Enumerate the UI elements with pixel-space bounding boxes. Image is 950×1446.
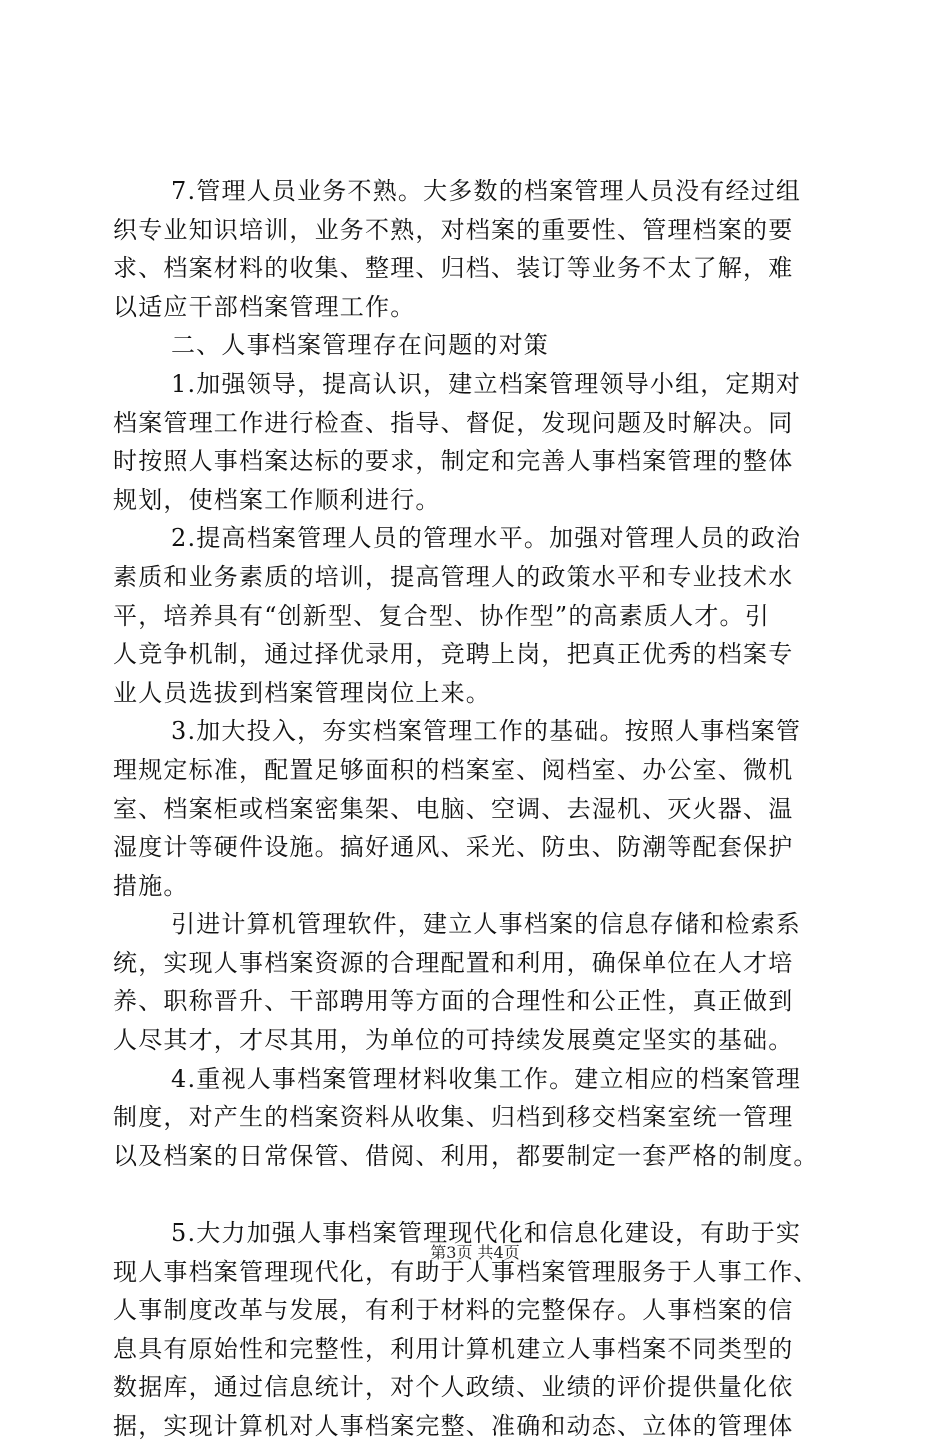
text-line: 业人员选拔到档案管理岗位上来。 xyxy=(113,678,491,707)
text-line: 平，培养具有“创新型、复合型、协作型”的高素质人才。引 xyxy=(113,601,770,630)
text-line: 据，实现计算机对人事档案完整、准确和动态、立体的管理体 xyxy=(113,1412,794,1440)
text-line: 素质和业务素质的培训，提高管理人的政策水平和专业技术水 xyxy=(113,562,794,591)
text-line: 3.加大投入，夯实档案管理工作的基础。按照人事档案管 xyxy=(171,717,802,746)
text-line: 二、人事档案管理存在问题的对策 xyxy=(171,331,549,360)
text-line: 人尽其才，才尽其用，为单位的可持续发展奠定坚实的基础。 xyxy=(113,1026,794,1055)
text-line: 7.管理人员业务不熟。大多数的档案管理人员没有经过组 xyxy=(171,177,802,205)
text-line: 以及档案的日常保管、借阅、利用，都要制定一套严格的制度。 xyxy=(113,1141,819,1170)
text-line: 数据库，通过信息统计，对个人政绩、业绩的评价提供量化依 xyxy=(113,1373,794,1402)
text-line: 以适应干部档案管理工作。 xyxy=(113,292,416,321)
text-line: 4.重视人事档案管理材料收集工作。建立相应的档案管理 xyxy=(171,1064,802,1093)
text-line: 现人事档案管理现代化，有助于人事档案管理服务于人事工作、 xyxy=(113,1257,819,1286)
text-line: 档案管理工作进行检查、指导、督促，发现问题及时解决。同 xyxy=(113,408,794,437)
text-line: 养、职称晋升、干部聘用等方面的合理性和公正性，真正做到 xyxy=(113,987,794,1016)
text-line: 措施。 xyxy=(113,871,189,900)
text-line: 2.提高档案管理人员的管理水平。加强对管理人员的政治 xyxy=(171,524,802,553)
text-line: 1.加强领导，提高认识，建立档案管理领导小组，定期对 xyxy=(171,369,802,398)
blank-line xyxy=(113,1175,833,1214)
text-line: 人竞争机制，通过择优录用，竞聘上岗，把真正优秀的档案专 xyxy=(113,640,794,669)
text-line: 统，实现人事档案资源的合理配置和利用，确保单位在人才培 xyxy=(113,948,794,977)
text-line: 制度，对产生的档案资料从收集、归档到移交档案室统一管理 xyxy=(113,1103,794,1132)
page-footer: 第3页 共4页 xyxy=(430,1243,520,1262)
text-line: 理规定标准，配置足够面积的档案室、阅档室、办公室、微机 xyxy=(113,755,794,784)
text-line: 规划，使档案工作顺利进行。 xyxy=(113,485,441,514)
text-line: 织专业知识培训，业务不熟，对档案的重要性、管理档案的要 xyxy=(113,215,794,244)
text-line: 求、档案材料的收集、整理、归档、装订等业务不太了解，难 xyxy=(113,254,794,283)
text-line: 湿度计等硬件设施。搞好通风、采光、防虫、防潮等配套保护 xyxy=(113,833,794,862)
text-line: 室、档案柜或档案密集架、电脑、空调、去湿机、灭火器、温 xyxy=(113,794,794,823)
text-line: 引进计算机管理软件，建立人事档案的信息存储和检索系 xyxy=(171,910,801,939)
text-line: 人事制度改革与发展，有利于材料的完整保存。人事档案的信 xyxy=(113,1296,794,1325)
text-line: 息具有原始性和完整性，利用计算机建立人事档案不同类型的 xyxy=(113,1334,794,1363)
text-line: 时按照人事档案达标的要求，制定和完善人事档案管理的整体 xyxy=(113,447,794,476)
text-line: 5.大力加强人事档案管理现代化和信息化建设，有助于实 xyxy=(171,1219,802,1248)
